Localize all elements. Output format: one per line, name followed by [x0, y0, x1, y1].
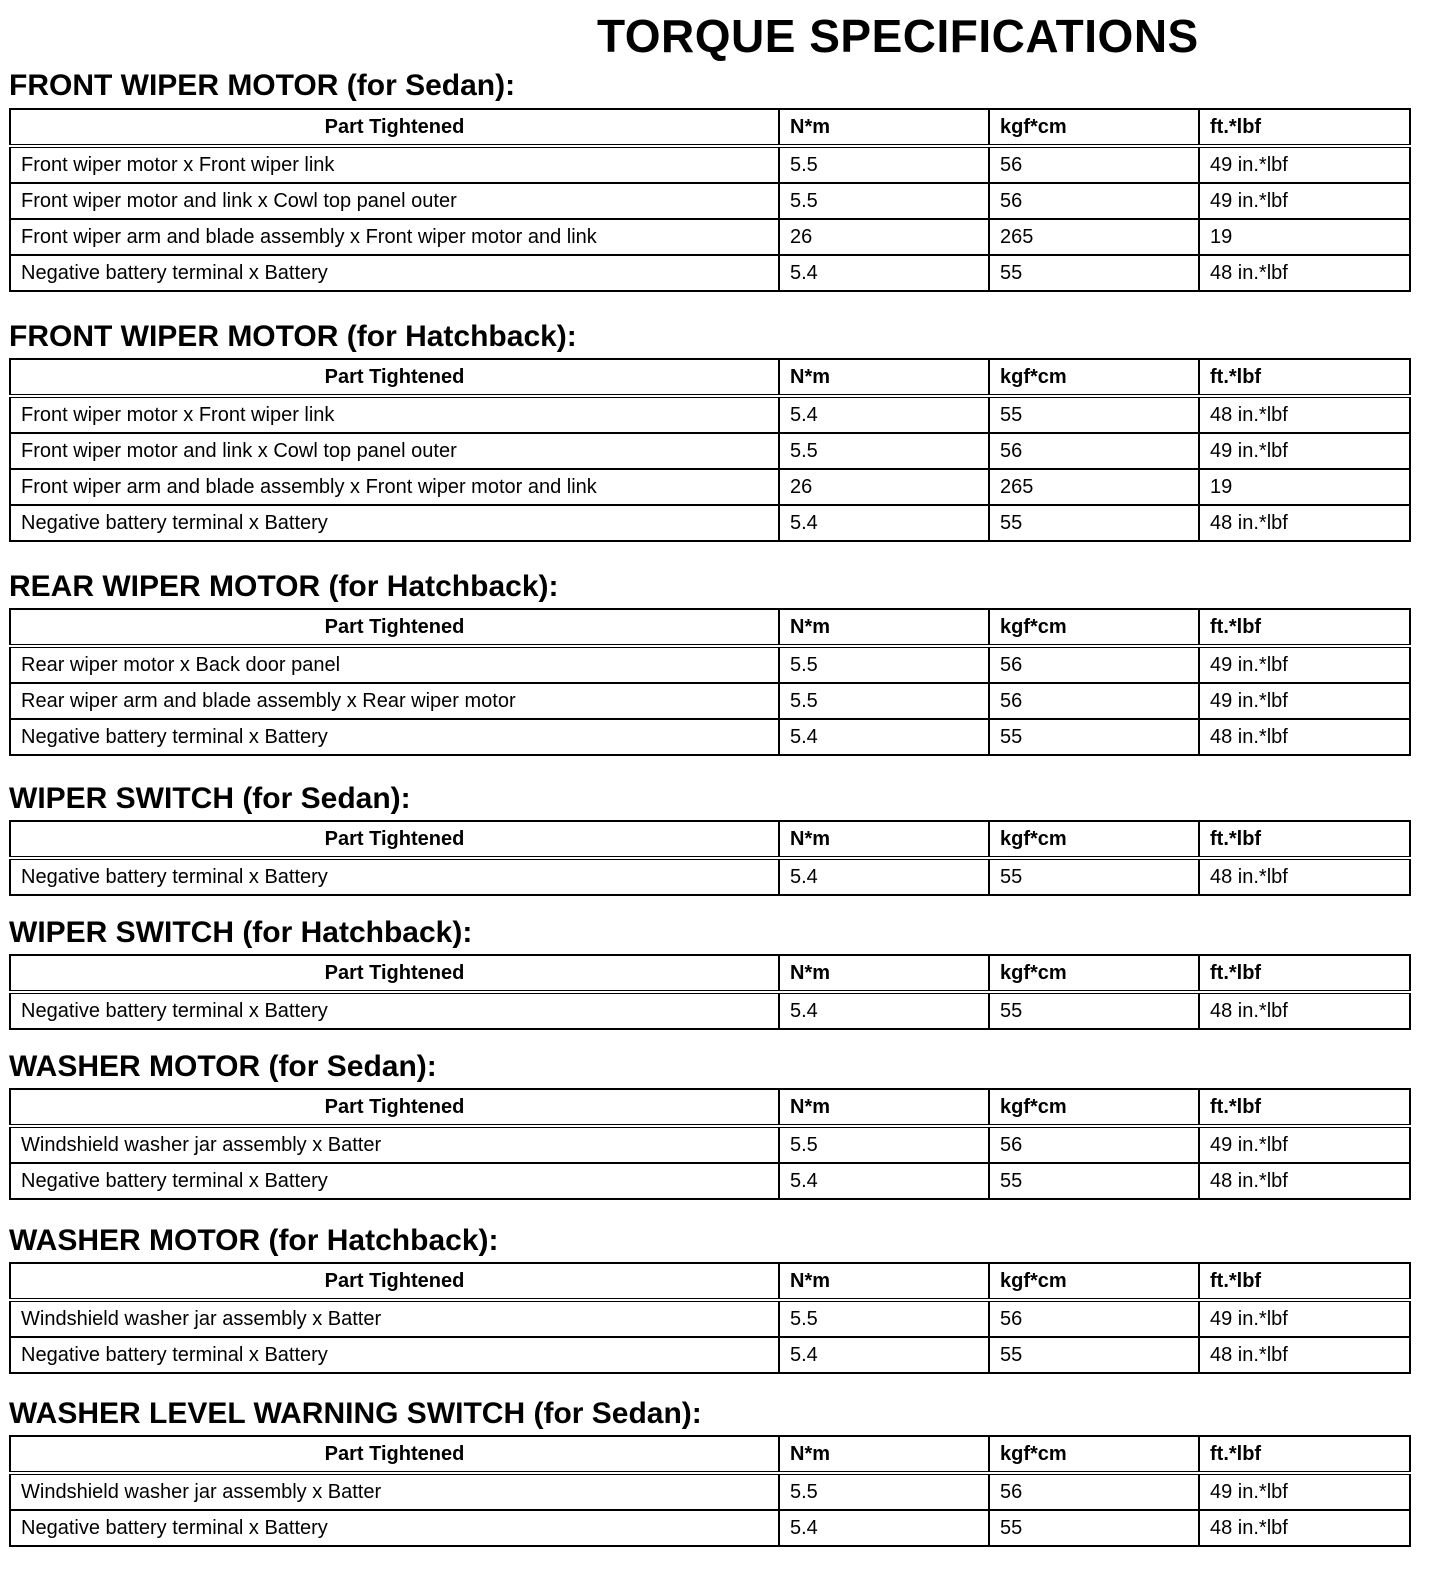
ftlbf-header: ft.*lbf — [1199, 609, 1410, 646]
kgfcm-header: kgf*cm — [989, 821, 1199, 858]
nm-header: N*m — [779, 609, 989, 646]
kgfcm-header: kgf*cm — [989, 955, 1199, 992]
table-row — [10, 396, 1410, 433]
nm-cell: 5.5 — [779, 1473, 989, 1510]
ftlbf-header: ft.*lbf — [1199, 821, 1410, 858]
table-row — [10, 505, 1410, 541]
kgfcm-cell: 55 — [989, 858, 1199, 895]
section-heading: WIPER SWITCH (for Hatchback): — [9, 916, 473, 949]
nm-header: N*m — [779, 955, 989, 992]
kgfcm-header: kgf*cm — [989, 1263, 1199, 1300]
table-row — [10, 183, 1410, 219]
kgfcm-header: kgf*cm — [989, 609, 1199, 646]
section-heading: FRONT WIPER MOTOR (for Hatchback): — [9, 320, 577, 353]
kgfcm-cell: 56 — [989, 683, 1199, 719]
part-cell: Windshield washer jar assembly x Batter — [10, 1300, 779, 1337]
kgfcm-cell: 56 — [989, 646, 1199, 683]
table-row — [10, 1300, 1410, 1337]
kgfcm-header: kgf*cm — [989, 359, 1199, 396]
ftlbf-cell: 49 in.*lbf — [1199, 646, 1410, 683]
ftlbf-cell: 48 in.*lbf — [1199, 396, 1410, 433]
ftlbf-cell: 48 in.*lbf — [1199, 858, 1410, 895]
nm-cell: 5.5 — [779, 1126, 989, 1163]
part-cell: Negative battery terminal x Battery — [10, 858, 779, 895]
part-tightened-header: Part Tightened — [10, 359, 779, 396]
nm-header: N*m — [779, 1089, 989, 1126]
kgfcm-cell: 56 — [989, 1300, 1199, 1337]
kgfcm-header: kgf*cm — [989, 1436, 1199, 1473]
kgfcm-cell: 265 — [989, 219, 1199, 255]
part-cell: Front wiper arm and blade assembly x Front wiper motor and link — [10, 469, 779, 505]
part-cell: Front wiper motor and link x Cowl top panel outer — [10, 183, 779, 219]
table-row — [10, 858, 1410, 895]
table-header-row — [10, 609, 1410, 646]
nm-header: N*m — [779, 1436, 989, 1473]
table-row — [10, 1163, 1410, 1199]
part-cell: Front wiper arm and blade assembly x Front wiper motor and link — [10, 219, 779, 255]
part-cell: Rear wiper arm and blade assembly x Rear wiper motor — [10, 683, 779, 719]
part-cell: Negative battery terminal x Battery — [10, 719, 779, 755]
ftlbf-cell: 48 in.*lbf — [1199, 255, 1410, 291]
ftlbf-cell: 19 — [1199, 219, 1410, 255]
part-tightened-header: Part Tightened — [10, 1436, 779, 1473]
spec-table — [9, 108, 1411, 292]
nm-cell: 5.4 — [779, 255, 989, 291]
nm-cell: 5.4 — [779, 1337, 989, 1373]
kgfcm-header: kgf*cm — [989, 1089, 1199, 1126]
table-row — [10, 1126, 1410, 1163]
kgfcm-cell: 56 — [989, 1473, 1199, 1510]
spec-table — [9, 608, 1411, 756]
kgfcm-cell: 56 — [989, 1126, 1199, 1163]
table-row — [10, 146, 1410, 183]
nm-cell: 5.4 — [779, 1163, 989, 1199]
spec-table — [9, 1262, 1411, 1374]
nm-cell: 5.4 — [779, 396, 989, 433]
table-row — [10, 646, 1410, 683]
ftlbf-cell: 48 in.*lbf — [1199, 992, 1410, 1029]
kgfcm-cell: 55 — [989, 992, 1199, 1029]
ftlbf-cell: 49 in.*lbf — [1199, 1473, 1410, 1510]
spec-table — [9, 1088, 1411, 1200]
table-header-row — [10, 359, 1410, 396]
part-tightened-header: Part Tightened — [10, 109, 779, 146]
part-cell: Front wiper motor x Front wiper link — [10, 146, 779, 183]
part-cell: Negative battery terminal x Battery — [10, 1337, 779, 1373]
kgfcm-cell: 55 — [989, 396, 1199, 433]
nm-cell: 26 — [779, 219, 989, 255]
part-cell: Front wiper motor and link x Cowl top panel outer — [10, 433, 779, 469]
nm-cell: 5.5 — [779, 183, 989, 219]
ftlbf-header: ft.*lbf — [1199, 359, 1410, 396]
table-row — [10, 1510, 1410, 1546]
part-tightened-header: Part Tightened — [10, 609, 779, 646]
nm-header: N*m — [779, 821, 989, 858]
nm-cell: 5.5 — [779, 646, 989, 683]
kgfcm-cell: 56 — [989, 433, 1199, 469]
ftlbf-cell: 49 in.*lbf — [1199, 683, 1410, 719]
section-heading: WIPER SWITCH (for Sedan): — [9, 782, 411, 815]
ftlbf-cell: 48 in.*lbf — [1199, 1337, 1410, 1373]
kgfcm-cell: 55 — [989, 255, 1199, 291]
nm-cell: 5.4 — [779, 992, 989, 1029]
part-cell: Negative battery terminal x Battery — [10, 505, 779, 541]
ftlbf-cell: 49 in.*lbf — [1199, 433, 1410, 469]
kgfcm-cell: 265 — [989, 469, 1199, 505]
nm-header: N*m — [779, 359, 989, 396]
page-title: TORQUE SPECIFICATIONS — [597, 10, 1199, 62]
nm-cell: 5.4 — [779, 505, 989, 541]
ftlbf-cell: 49 in.*lbf — [1199, 1300, 1410, 1337]
ftlbf-cell: 49 in.*lbf — [1199, 183, 1410, 219]
ftlbf-cell: 19 — [1199, 469, 1410, 505]
table-row — [10, 219, 1410, 255]
table-row — [10, 1337, 1410, 1373]
table-row — [10, 433, 1410, 469]
kgfcm-cell: 55 — [989, 719, 1199, 755]
part-cell: Negative battery terminal x Battery — [10, 255, 779, 291]
ftlbf-cell: 48 in.*lbf — [1199, 1163, 1410, 1199]
part-cell: Negative battery terminal x Battery — [10, 992, 779, 1029]
part-cell: Negative battery terminal x Battery — [10, 1510, 779, 1546]
ftlbf-cell: 49 in.*lbf — [1199, 1126, 1410, 1163]
kgfcm-cell: 56 — [989, 146, 1199, 183]
kgfcm-cell: 55 — [989, 1510, 1199, 1546]
spec-table — [9, 358, 1411, 542]
ftlbf-header: ft.*lbf — [1199, 1263, 1410, 1300]
kgfcm-header: kgf*cm — [989, 109, 1199, 146]
nm-cell: 26 — [779, 469, 989, 505]
table-header-row — [10, 955, 1410, 992]
table-header-row — [10, 1089, 1410, 1126]
table-row — [10, 1473, 1410, 1510]
part-cell: Windshield washer jar assembly x Batter — [10, 1473, 779, 1510]
part-tightened-header: Part Tightened — [10, 1089, 779, 1126]
ftlbf-cell: 48 in.*lbf — [1199, 1510, 1410, 1546]
table-row — [10, 255, 1410, 291]
nm-cell: 5.5 — [779, 146, 989, 183]
spec-table — [9, 820, 1411, 896]
part-cell: Windshield washer jar assembly x Batter — [10, 1126, 779, 1163]
spec-table — [9, 1435, 1411, 1547]
table-row — [10, 992, 1410, 1029]
ftlbf-cell: 48 in.*lbf — [1199, 505, 1410, 541]
part-tightened-header: Part Tightened — [10, 955, 779, 992]
part-cell: Rear wiper motor x Back door panel — [10, 646, 779, 683]
table-row — [10, 719, 1410, 755]
section-heading: WASHER MOTOR (for Hatchback): — [9, 1224, 499, 1257]
table-row — [10, 683, 1410, 719]
ftlbf-cell: 48 in.*lbf — [1199, 719, 1410, 755]
nm-header: N*m — [779, 109, 989, 146]
kgfcm-cell: 55 — [989, 1337, 1199, 1373]
ftlbf-header: ft.*lbf — [1199, 109, 1410, 146]
section-heading: WASHER MOTOR (for Sedan): — [9, 1050, 437, 1083]
nm-cell: 5.4 — [779, 1510, 989, 1546]
part-tightened-header: Part Tightened — [10, 821, 779, 858]
ftlbf-header: ft.*lbf — [1199, 1089, 1410, 1126]
ftlbf-cell: 49 in.*lbf — [1199, 146, 1410, 183]
table-header-row — [10, 821, 1410, 858]
section-heading: FRONT WIPER MOTOR (for Sedan): — [9, 69, 516, 102]
ftlbf-header: ft.*lbf — [1199, 955, 1410, 992]
nm-header: N*m — [779, 1263, 989, 1300]
part-tightened-header: Part Tightened — [10, 1263, 779, 1300]
kgfcm-cell: 55 — [989, 505, 1199, 541]
nm-cell: 5.4 — [779, 858, 989, 895]
kgfcm-cell: 55 — [989, 1163, 1199, 1199]
section-heading: REAR WIPER MOTOR (for Hatchback): — [9, 570, 559, 603]
kgfcm-cell: 56 — [989, 183, 1199, 219]
table-header-row — [10, 1263, 1410, 1300]
table-header-row — [10, 1436, 1410, 1473]
part-cell: Negative battery terminal x Battery — [10, 1163, 779, 1199]
table-row — [10, 469, 1410, 505]
section-heading: WASHER LEVEL WARNING SWITCH (for Sedan): — [9, 1397, 702, 1430]
nm-cell: 5.5 — [779, 433, 989, 469]
table-header-row — [10, 109, 1410, 146]
nm-cell: 5.5 — [779, 683, 989, 719]
nm-cell: 5.5 — [779, 1300, 989, 1337]
part-cell: Front wiper motor x Front wiper link — [10, 396, 779, 433]
ftlbf-header: ft.*lbf — [1199, 1436, 1410, 1473]
nm-cell: 5.4 — [779, 719, 989, 755]
spec-table — [9, 954, 1411, 1030]
